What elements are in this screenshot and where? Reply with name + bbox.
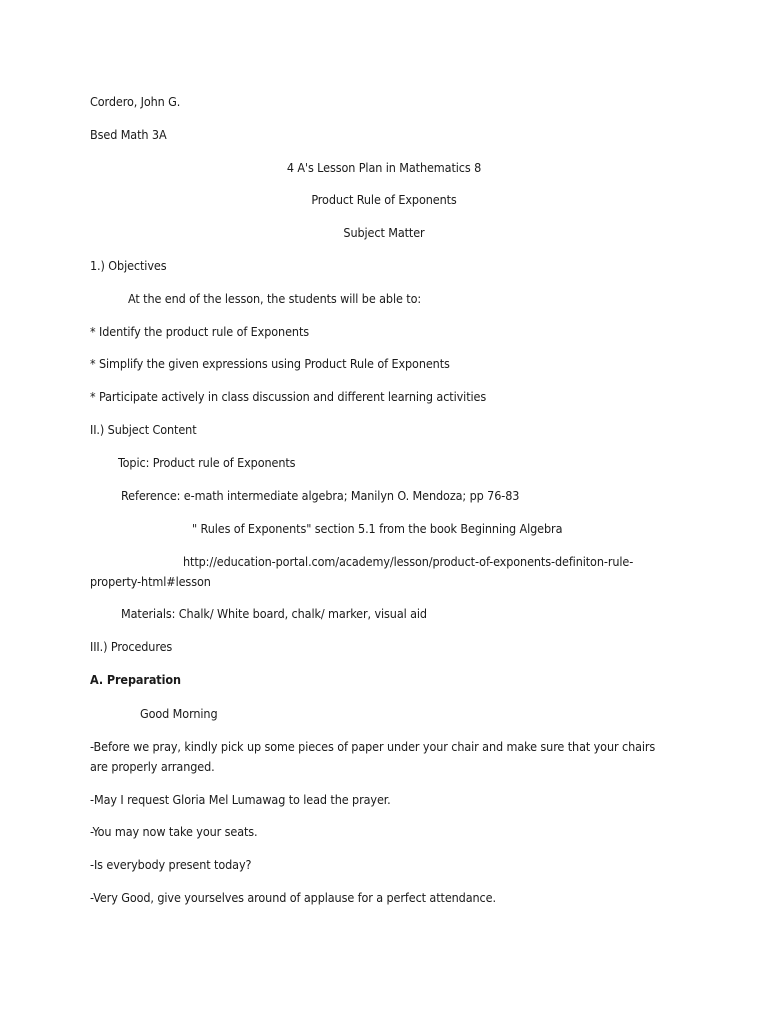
objective-item: * Simplify the given expressions using Product Rule of Exponents [90, 356, 450, 371]
preparation-heading: A. Preparation [90, 672, 181, 687]
subject-matter-heading: Subject Matter [343, 225, 425, 240]
procedures-heading: III.) Procedures [90, 639, 173, 654]
greeting-line: Good Morning [140, 706, 218, 721]
reference-url-line-2: property-html#lesson [90, 574, 211, 589]
lesson-plan-title: 4 A's Lesson Plan in Mathematics 8 [286, 160, 482, 175]
class-section: Bsed Math 3A [90, 127, 167, 142]
objectives-intro: At the end of the lesson, the students will be able to: [128, 291, 422, 306]
reference-line: Reference: e-math intermediate algebra; Manilyn O. Mendoza; pp 76-83 [121, 488, 520, 503]
objectives-heading: 1.) Objectives [90, 258, 167, 273]
reference-book-line: " Rules of Exponents" section 5.1 from the book Beginning Algebra [192, 521, 563, 536]
author-name: Cordero, John G. [90, 94, 181, 109]
procedure-step: -Very Good, give yourselves around of applause for a perfect attendance. [90, 890, 496, 905]
lesson-subtitle: Product Rule of Exponents [311, 192, 457, 207]
procedure-step: -May I request Gloria Mel Lumawag to lead the prayer. [90, 792, 391, 807]
reference-url-line-1: http://education-portal.com/academy/lesson/product-of-exponents-definiton-rule- [183, 554, 634, 569]
objective-item: * Identify the product rule of Exponents [90, 324, 310, 339]
procedure-step: -Is everybody present today? [90, 857, 252, 872]
topic-line: Topic: Product rule of Exponents [118, 455, 296, 470]
procedure-step: -Before we pray, kindly pick up some pieces of paper under your chair and make sure that your chairs [90, 739, 656, 754]
subject-content-heading: II.) Subject Content [90, 422, 197, 437]
objective-item: * Participate actively in class discussion and different learning activities [90, 389, 487, 404]
procedure-step: are properly arranged. [90, 759, 215, 774]
procedure-step: -You may now take your seats. [90, 824, 258, 839]
materials-line: Materials: Chalk/ White board, chalk/ marker, visual aid [121, 606, 427, 621]
